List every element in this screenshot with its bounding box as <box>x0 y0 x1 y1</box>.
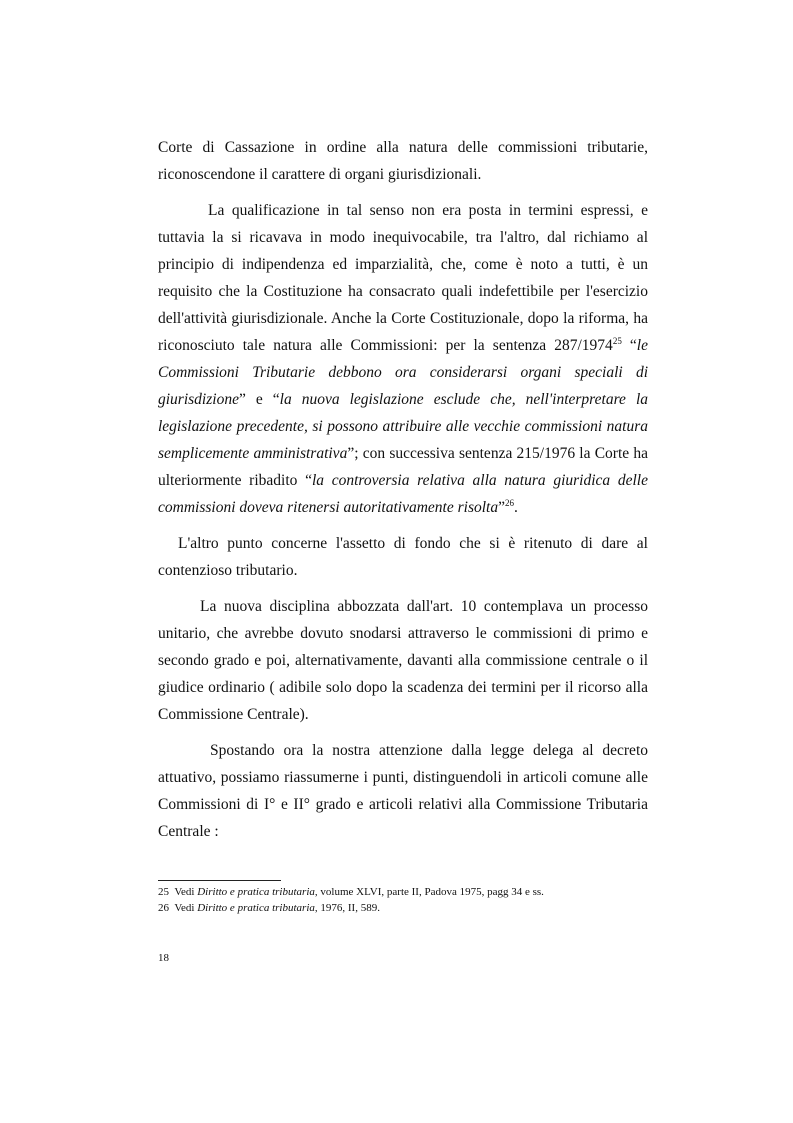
paragraph-2 <box>158 197 648 521</box>
paragraph-4: La nuova disciplina abbozzata dall'art. 10 contemplava un processo unitario, che avrebbe dovuto snodarsi attraverso le commissioni di primo e secondo grado e poi, alternativamente, davanti alla commissione centrale o il giudice ordinario ( adibile solo dopo la scadenza dei termini per il ricorso alla Commissione Centrale). <box>158 598 648 723</box>
paragraph-3: L'altro punto concerne l'assetto di fondo che si è ritenuto di dare al contenzioso tributario. <box>158 535 648 579</box>
paragraph-2-text-6: . <box>514 499 518 516</box>
footnote-26 <box>158 900 648 916</box>
footnote-text: , volume XLVI, parte II, Padova 1975, pagg 34 e ss. <box>314 886 544 898</box>
footnote-25 <box>158 884 648 900</box>
quote-3: la controversia relativa alla natura giuridica delle commissioni doveva ritenersi autoritativamente risolta <box>158 472 648 516</box>
footnote-title: Diritto e pratica tributaria <box>197 902 315 914</box>
footnote-text: , 1976, II, 589. <box>314 902 380 914</box>
quote-2: la nuova legislazione esclude che, nell'interpretare la legislazione precedente, si possono attribuire alle vecchie commissioni natura semplicemente amministrativa <box>158 391 648 462</box>
quote-1: le Commissioni Tributarie debbono ora considerarsi organi speciali di giurisdizione <box>158 337 648 408</box>
footnote-title: Diritto e pratica tributaria <box>197 886 315 898</box>
footnote-separator <box>158 880 281 881</box>
footnote-text: Vedi <box>174 902 198 914</box>
paragraph-2-text-1: La qualificazione in tal senso non era posta in termini espressi, e tuttavia la si ricavava in modo inequivocabile, tra l'altro, dal richiamo al principio di indipendenza ed imparzialità, che, come è noto a tutti, è un requisito che la Costituzione ha consacrato quali indefettibile per l'esercizio dell'attività giurisdizionale. Anche la Corte Costituzionale, dopo la riforma, ha riconosciuto tale natura alle Commissioni: per la sentenza 287/1974 <box>158 202 648 354</box>
footnote-number: 26 <box>158 902 169 914</box>
paragraph-2-text-3: ” e “ <box>238 391 280 408</box>
footnote-ref-26[interactable]: 26 <box>505 497 514 508</box>
footnotes <box>158 884 648 916</box>
body-text <box>158 134 648 854</box>
paragraph-2-text-5: ” <box>498 499 505 516</box>
footnote-ref-25[interactable]: 25 <box>612 335 622 346</box>
paragraph-5: Spostando ora la nostra attenzione dalla legge delega al decreto attuativo, possiamo riassumerne i punti, distinguendoli in articoli comune alle Commissioni di I° e II° grado e articoli relativi alla Commissione Tributaria Centrale : <box>158 742 648 840</box>
page-number: 18 <box>158 952 169 964</box>
paragraph-1: Corte di Cassazione in ordine alla natura delle commissioni tributarie, riconoscendone il carattere di organi giurisdizionali. <box>158 139 648 183</box>
paragraph-2-text-4: ”; con successiva sentenza 215/1976 la Corte ha ulteriormente ribadito “ <box>158 445 648 489</box>
paragraph-2-text-2: “ <box>621 337 637 354</box>
footnote-number: 25 <box>158 886 169 898</box>
footnote-text: Vedi <box>174 886 198 898</box>
